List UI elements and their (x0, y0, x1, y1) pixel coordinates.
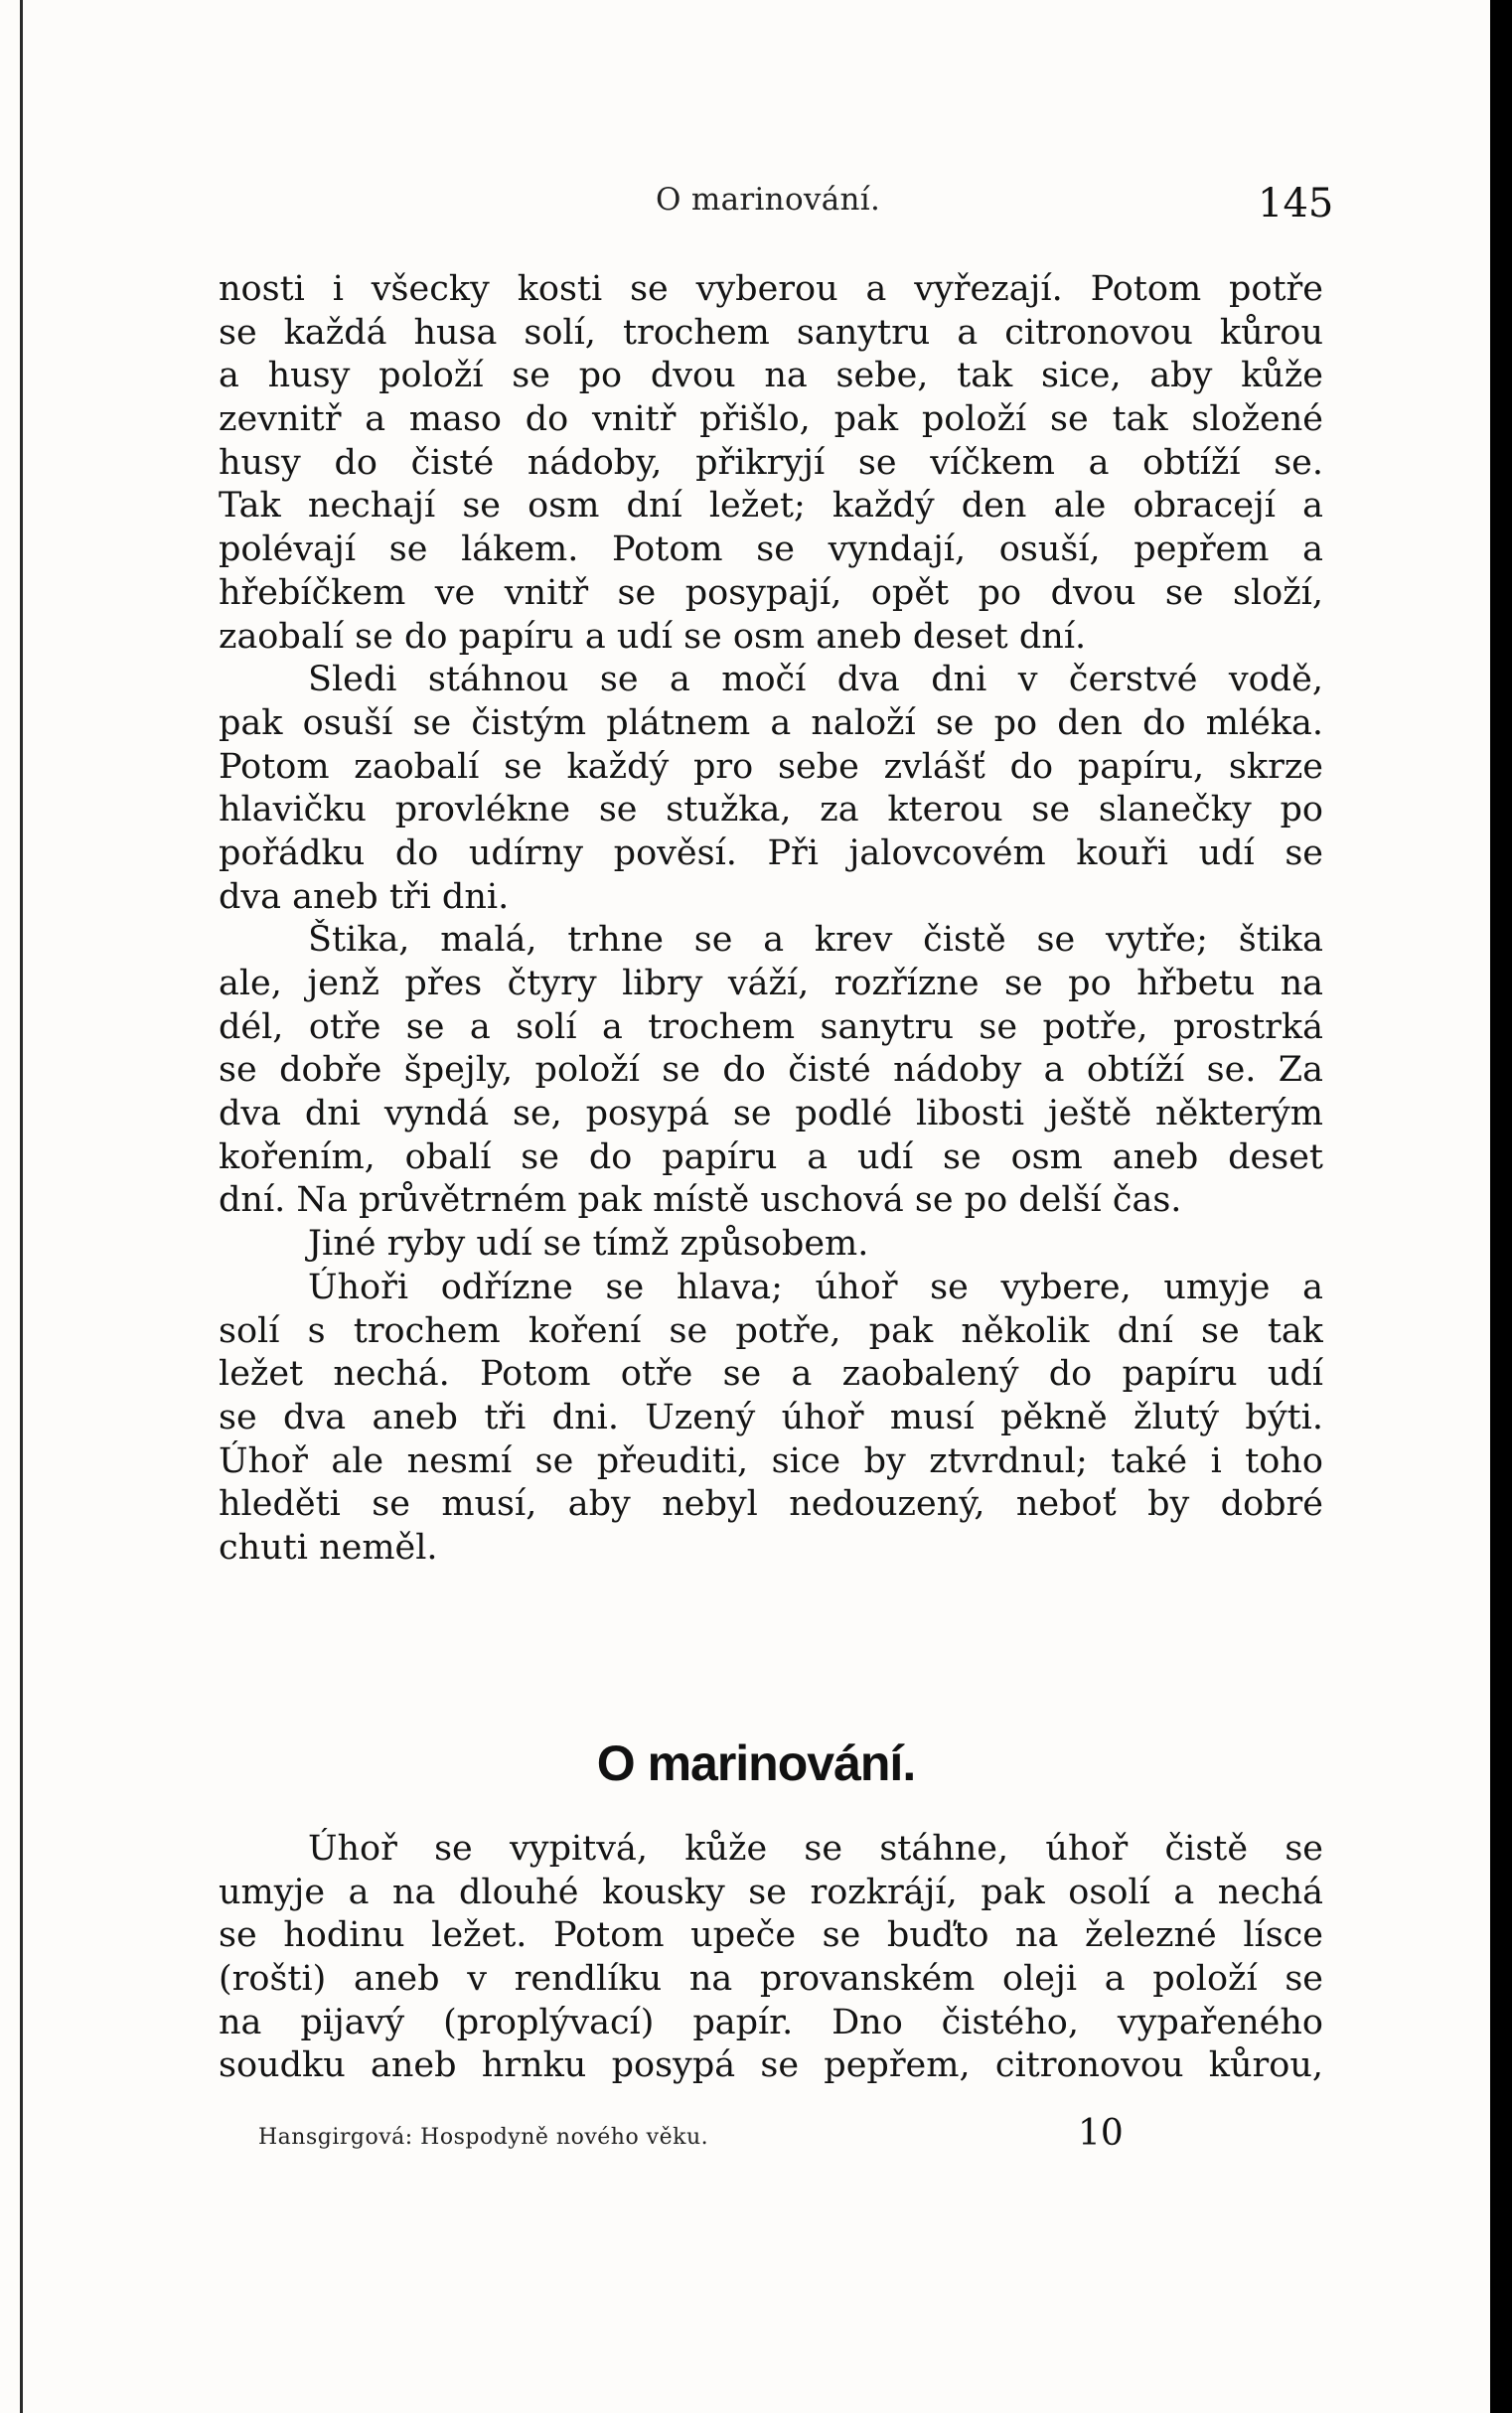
text-line: zaobalí se do papíru a udí se osm aneb deset dní. (219, 616, 1087, 657)
section-title: O marinování. (596, 1735, 916, 1791)
text-line: Úhoř se vypitvá, kůže se stáhne, úhoř čistě se (308, 1829, 1323, 1869)
text-line: dél, otře se a solí a trochem sanytru se potře, prostrká (219, 1006, 1323, 1047)
text-line: dva dni vyndá se, posypá se podlé libosti ještě některým (219, 1094, 1323, 1134)
text-line: dva aneb tři dni. (219, 876, 510, 917)
text-line: Úhoř ale nesmí se přeuditi, sice by ztvrdnul; také i toho (219, 1440, 1323, 1481)
text-line: Štika, malá, trhne se a krev čistě se vytře; štika (308, 920, 1323, 961)
text-line: polévají se lákem. Potom se vyndají, osuší, pepřem a (219, 529, 1323, 570)
text-line: nosti i všecky kosti se vyberou a vyřezají. Potom potře (219, 269, 1323, 309)
text-line: se hodinu ležet. Potom upeče se buďto na železné lísce (219, 1915, 1323, 1956)
text-line: umyje a na dlouhé kousky se rozkrájí, pak osolí a nechá (219, 1872, 1323, 1912)
text-line: Potom zaobalí se každý pro sebe zvlášť do papíru, skrze (219, 746, 1323, 787)
text-line: pořádku do udírny pověsí. Při jalovcovém kouři udí se (219, 832, 1323, 873)
text-line: kořením, obalí se do papíru a udí se osm aneb deset (219, 1136, 1323, 1177)
text-line: dní. Na průvětrném pak místě uschová se po delší čas. (219, 1180, 1182, 1221)
text-line: a husy položí se po dvou na sebe, tak sice, aby kůže (219, 356, 1323, 396)
text-line: Úhoři odřízne se hlava; úhoř se vybere, umyje a (308, 1267, 1323, 1307)
text-line: pak osuší se čistým plátnem a naloží se po den do mléka. (219, 702, 1323, 743)
text-line: se každá husa solí, trochem sanytru a citronovou kůrou (219, 312, 1323, 353)
running-head: O marinování. (656, 182, 881, 218)
footer-sheet-number: 10 (1078, 2113, 1124, 2154)
scan-border (1490, 0, 1512, 2413)
text-line: na pijavý (proplývací) papír. Dno čistého, vypařeného (219, 2002, 1323, 2042)
text-line: se dva aneb tři dni. Uzený úhoř musí pěkně žlutý býti. (219, 1397, 1323, 1437)
page-edge-rule (20, 0, 23, 2413)
text-line: (rošti) aneb v rendlíku na provanském oleji a položí se (219, 1959, 1323, 2000)
text-line: chuti neměl. (219, 1527, 438, 1568)
body-text-section-2 (219, 1828, 1323, 2088)
text-line: solí s trochem koření se potře, pak několik dní se tak (219, 1310, 1323, 1351)
text-line: hlavičku provlékne se stužka, za kterou se slanečky po (219, 790, 1323, 830)
body-text-section-1 (219, 268, 1323, 1571)
text-line: hřebíčkem ve vnitř se posypají, opět po dvou se složí, (219, 572, 1323, 613)
text-line: soudku aneb hrnku posypá se pepřem, citronovou kůrou, (219, 2045, 1323, 2086)
text-line: ležet nechá. Potom otře se a zaobalený do papíru udí (219, 1354, 1323, 1395)
text-line: hleděti se musí, aby nebyl nedouzený, neboť by dobré (219, 1484, 1323, 1525)
text-line: husy do čisté nádoby, přikryjí se víčkem a obtíží se. (219, 442, 1323, 483)
text-line: ale, jenž přes čtyry libry váží, rozřízne se po hřbetu na (219, 964, 1323, 1003)
text-line: Jiné ryby udí se tímž způsobem. (308, 1224, 869, 1265)
text-line: se dobře špejly, položí se do čisté nádoby a obtíží se. Za (219, 1050, 1323, 1091)
text-line: Sledi stáhnou se a močí dva dni v čerstvé vodě, (308, 660, 1323, 700)
footer-signature: Hansgirgová: Hospodyně nového věku. (258, 2125, 709, 2150)
text-line: zevnitř a maso do vnitř přišlo, pak položí se tak složené (219, 399, 1323, 440)
text-line: Tak nechají se osm dní ležet; každý den ale obracejí a (219, 486, 1323, 527)
page-number: 145 (1258, 181, 1334, 226)
